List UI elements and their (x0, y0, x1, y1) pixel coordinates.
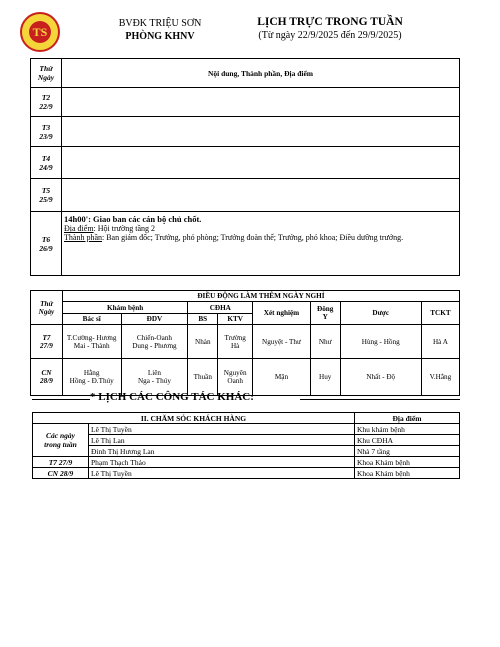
content-cell (62, 88, 460, 117)
heading-rule-right (300, 399, 460, 400)
dept-name: PHÒNG KHNV (125, 31, 195, 42)
day-cell: T3 23/9 (31, 117, 62, 147)
place-cell: Khoa Khám bệnh (355, 468, 460, 479)
table-row (31, 325, 460, 359)
bs-cell: Thuần (188, 359, 218, 396)
col-day-label: Thứ Ngày (37, 64, 55, 82)
table-row (31, 359, 460, 396)
place-label: Địa điểm (64, 224, 94, 233)
bac-si-cell: Hằng Hồng - Đ.Thúy (62, 359, 121, 396)
customer-care-table (32, 412, 460, 479)
day-cell: T4 24/9 (31, 147, 62, 179)
staff-name-cell: Lê Thị Tuyền (89, 424, 355, 435)
table-row (33, 424, 460, 435)
staff-name-cell: Lê Thị Tuyền (89, 468, 355, 479)
bs-cell: Nhàn (188, 325, 218, 359)
tckt-cell: V.Hằng (421, 359, 459, 396)
ddv-cell: Chiến-Oanh Dung - Phương (121, 325, 188, 359)
weekend-title: ĐIỀU ĐỘNG LÀM THÊM NGÀY NGHỈ (62, 291, 459, 302)
bs-header: BS (188, 314, 218, 325)
place-value: : Hội trường tầng 2 (93, 224, 155, 233)
day-cell: T2 22/9 (31, 88, 62, 117)
col-day-header (31, 59, 62, 88)
heading-rule-left (32, 399, 90, 400)
staff-name-cell: Phạm Thạch Thảo (89, 457, 355, 468)
members-value: : Ban giám đốc; Trưởng, phó phòng; Trưởng đoàn thể; Trưởng, phó khoa; Điều dưỡng trưởng. (102, 233, 404, 242)
day-cell: T7 27/9 (31, 325, 63, 359)
tckt-header: TCKT (421, 302, 459, 325)
duoc-cell: Nhất - Độ (340, 359, 421, 396)
col-place-header: Địa điểm (355, 413, 460, 424)
table-row (31, 117, 460, 147)
xet-nghiem-header: Xét nghiệm (253, 302, 311, 325)
ktv-header: KTV (218, 314, 253, 325)
place-cell: Khu CĐHA (355, 435, 460, 446)
place-cell: Khu khám bệnh (355, 424, 460, 435)
content-cell (62, 179, 460, 212)
ddv-header: ĐDV (121, 314, 188, 325)
cdha-header: CĐHA (188, 302, 253, 314)
ktv-cell: Nguyên Oanh (218, 359, 253, 396)
table-row (33, 446, 460, 457)
bac-si-cell: T.Cường- Hương Mai - Thành (62, 325, 121, 359)
page-subtitle: (Từ ngày 22/9/2025 đến 29/9/2025) (258, 30, 402, 41)
tckt-cell: Hà A (421, 325, 459, 359)
dong-y-cell: Huy (310, 359, 340, 396)
col-day-header: Thứ Ngày (31, 291, 63, 325)
table-row (31, 179, 460, 212)
staff-name-cell: Lê Thị Lan (89, 435, 355, 446)
col-content-header: Nội dung, Thành phần, Địa điểm (62, 59, 460, 88)
day-cell: T6 26/9 (31, 212, 62, 276)
place-cell: Khoa Khám bệnh (355, 457, 460, 468)
staff-name-cell: Đinh Thị Hương Lan (89, 446, 355, 457)
other-tasks-heading: * LỊCH CÁC CÔNG TÁC KHÁC: (90, 391, 254, 403)
logo-mark-icon: TS (29, 21, 51, 43)
weekend-duty-table (30, 290, 460, 396)
members-label: Thành phần (64, 233, 102, 242)
table-row (33, 468, 460, 479)
xn-cell: Nguyệt - Thư (253, 325, 311, 359)
day-label-cell: CN 28/9 (33, 468, 89, 479)
table-row (31, 212, 460, 276)
table-row (33, 457, 460, 468)
place-cell: Nhà 7 tầng (355, 446, 460, 457)
meeting-time: 14h00': Giao ban các cán bộ chủ chốt. (64, 214, 202, 224)
kham-benh-header: Khám bệnh (62, 302, 187, 314)
duoc-header: Dược (340, 302, 421, 325)
table-row (31, 147, 460, 179)
ktv-cell: Trường Hà (218, 325, 253, 359)
page-title: LỊCH TRỰC TRONG TUẦN (257, 16, 403, 28)
hospital-logo (20, 12, 60, 52)
day-cell: CN 28/9 (31, 359, 63, 396)
duoc-cell: Hùng - Hồng (340, 325, 421, 359)
org-name: BVĐK TRIỆU SƠN (118, 18, 202, 29)
content-cell (62, 147, 460, 179)
content-cell (62, 117, 460, 147)
xn-cell: Mận (253, 359, 311, 396)
table-row (33, 435, 460, 446)
care-title: II. CHĂM SÓC KHÁCH HÀNG (33, 413, 355, 424)
day-cell: T5 25/9 (31, 179, 62, 212)
content-cell (62, 212, 460, 276)
weekly-schedule-table (30, 58, 460, 276)
day-label-cell: T7 27/9 (33, 457, 89, 468)
table-row (31, 88, 460, 117)
dong-y-cell: Như (310, 325, 340, 359)
week-label-cell: Các ngày trong tuần (33, 424, 89, 457)
dong-y-header: Đông Y (310, 302, 340, 325)
bac-si-header: Bác sĩ (62, 314, 121, 325)
ddv-cell: Liên Nga - Thúy (121, 359, 188, 396)
